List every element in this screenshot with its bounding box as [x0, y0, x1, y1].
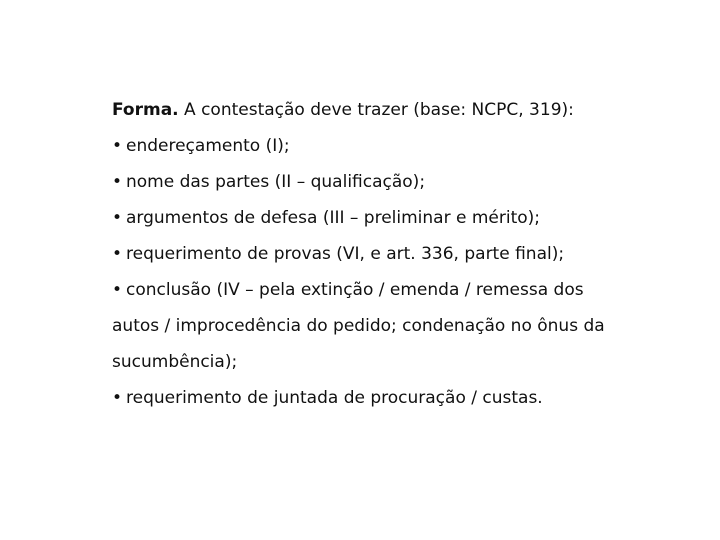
- bullet-icon: •: [112, 172, 123, 192]
- list-item-text: endereçamento (I);: [126, 136, 290, 156]
- list-item-text: conclusão (IV – pela extinção / emenda / remessa dos autos / improcedência do pedido; condenação no ônus da sucumbência);: [112, 280, 605, 372]
- bullet-icon: •: [112, 244, 123, 264]
- list-item: [112, 200, 632, 236]
- bullet-icon: •: [112, 388, 123, 408]
- bullet-icon: •: [112, 280, 123, 300]
- list-item-text: requerimento de provas (VI, e art. 336, parte final);: [126, 244, 565, 264]
- list-item: [112, 236, 632, 272]
- list-item: [112, 128, 632, 164]
- list-item: [112, 272, 632, 380]
- heading: [112, 92, 632, 128]
- slide-content: [112, 92, 632, 416]
- list-item: [112, 380, 632, 416]
- heading-bold-label: Forma.: [112, 100, 179, 120]
- bullet-icon: •: [112, 208, 123, 228]
- bullet-icon: •: [112, 136, 123, 156]
- bullet-list: [112, 128, 632, 416]
- list-item-text: argumentos de defesa (III – preliminar e mérito);: [126, 208, 541, 228]
- list-item-text: nome das partes (II – qualificação);: [126, 172, 426, 192]
- heading-text: A contestação deve trazer (base: NCPC, 319):: [178, 100, 574, 120]
- list-item: [112, 164, 632, 200]
- list-item-text: requerimento de juntada de procuração / custas.: [126, 388, 543, 408]
